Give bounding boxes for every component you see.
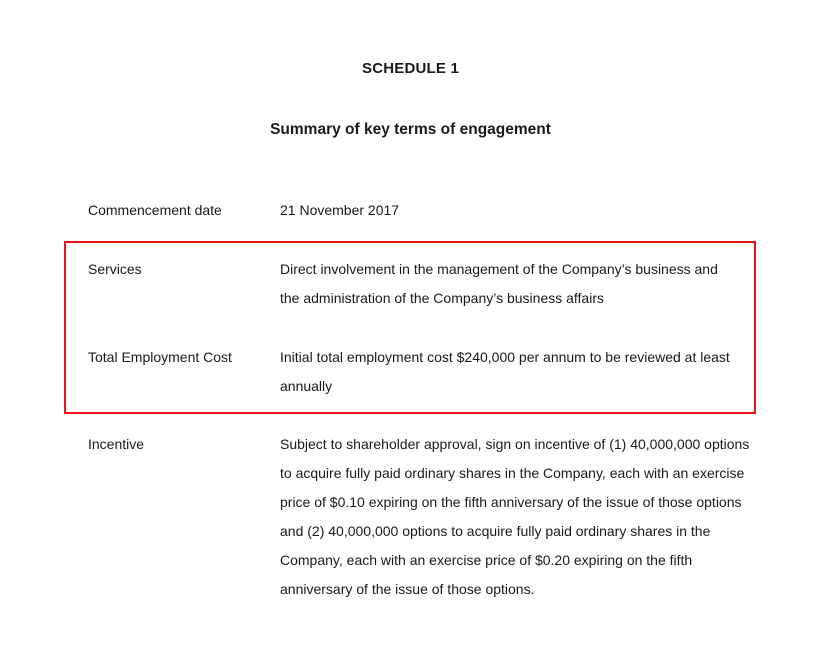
term-label: Services [88, 261, 142, 277]
highlight-box [64, 241, 756, 414]
term-value: Subject to shareholder approval, sign on incentive of (1) 40,000,000 options to acquire fully paid ordinary shares in the Company, each with an exercise price of $0.10 expiring on the fifth anniversary of the issue of those options and (2) 40,000,000 options to acquire fully paid ordinary shares in the Company, each with an exercise price of $0.20 expiring on the fifth anniversary of the issue of those options. [280, 436, 750, 597]
term-label: Incentive [88, 436, 145, 452]
schedule-title: SCHEDULE 1 [361, 60, 460, 77]
term-value: Initial total employment cost $240,000 per annum to be reviewed at least annually [280, 349, 730, 394]
term-label: Commencement date [88, 202, 222, 218]
term-value: 21 November 2017 [280, 202, 400, 218]
term-label: Total Employment Cost [88, 349, 232, 365]
term-value: Direct involvement in the management of the Company’s business and the administration of the Company’s business affairs [280, 261, 718, 306]
summary-title: Summary of key terms of engagement [270, 121, 551, 138]
